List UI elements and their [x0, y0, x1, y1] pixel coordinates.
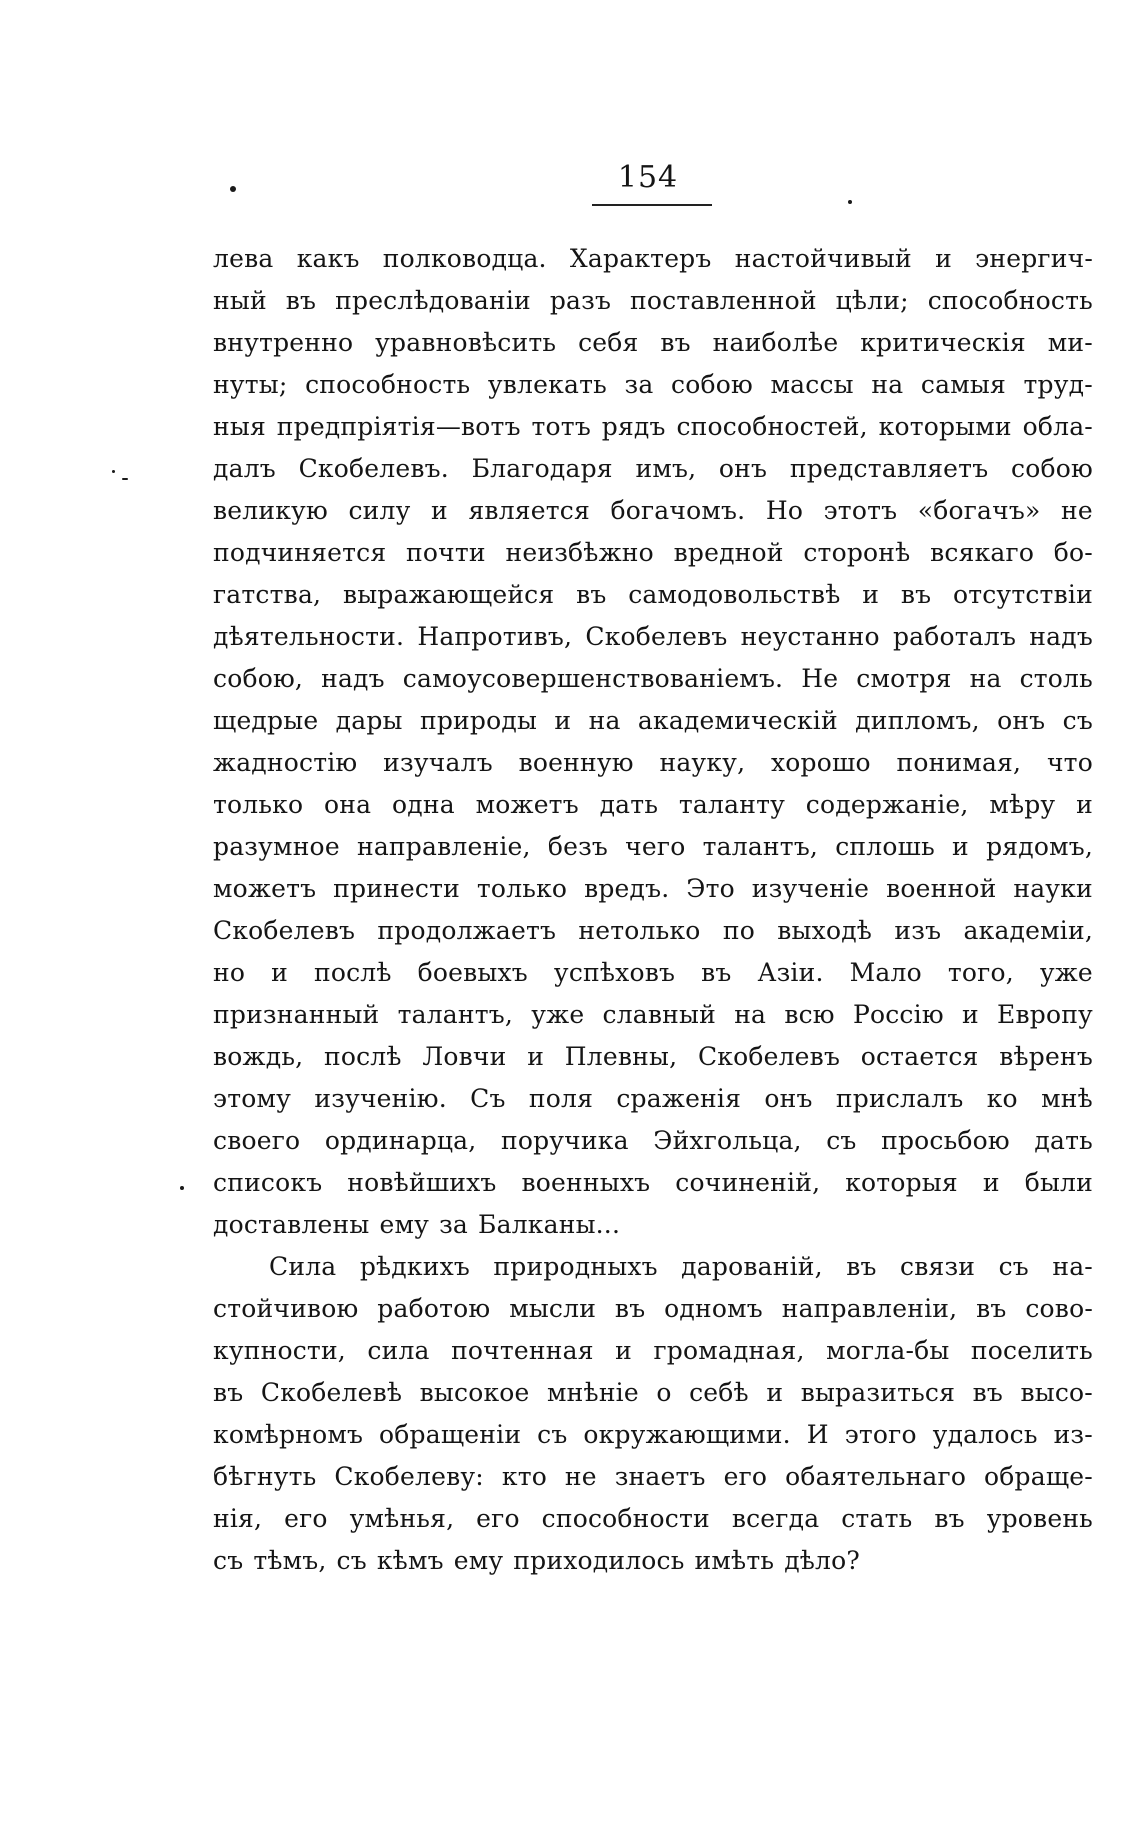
- word: признанный: [213, 1000, 380, 1029]
- word: въ: [614, 1294, 646, 1323]
- word: понимая,: [896, 748, 1022, 777]
- word: рѣдкихъ: [359, 1252, 470, 1281]
- text-line: [213, 952, 1093, 994]
- text-line: [213, 448, 1093, 490]
- word: обращеніи: [379, 1420, 522, 1449]
- word: въ: [976, 1294, 1007, 1323]
- word: разъ: [549, 286, 612, 315]
- ink-speck: [230, 186, 236, 192]
- word: вредъ.: [584, 874, 670, 903]
- word: сторонѣ: [803, 538, 911, 567]
- word: его: [284, 1504, 328, 1533]
- word: можетъ: [475, 790, 579, 819]
- word: рядъ: [601, 412, 666, 441]
- word: вредной: [673, 538, 784, 567]
- word: и: [431, 496, 448, 525]
- word: съ: [537, 1420, 568, 1449]
- word: подчиняется: [213, 538, 387, 567]
- text-line: [213, 1330, 1093, 1372]
- body-text: [213, 238, 1093, 1582]
- text-line: [213, 490, 1093, 532]
- word: и: [935, 244, 952, 273]
- text-line: [213, 532, 1093, 574]
- word: является: [468, 496, 590, 525]
- word: ему: [453, 1546, 504, 1575]
- word: которыя: [845, 1168, 958, 1197]
- word: связи: [900, 1252, 976, 1281]
- word: Характеръ: [569, 244, 712, 273]
- text-line: [213, 616, 1093, 658]
- word: Эйхгольца,: [653, 1126, 802, 1155]
- word: уже: [531, 1000, 585, 1029]
- word: собою: [671, 370, 753, 399]
- word: столь: [1019, 664, 1093, 693]
- word: въ: [213, 1378, 244, 1407]
- text-line: [213, 868, 1093, 910]
- text-line: [213, 1204, 1093, 1246]
- word: въ: [285, 286, 317, 315]
- word: списокъ: [213, 1168, 323, 1197]
- word: сраженія: [616, 1084, 742, 1113]
- word: богачомъ.: [610, 496, 746, 525]
- word: не: [1061, 496, 1093, 525]
- word: имѣть: [694, 1546, 775, 1575]
- word: одна: [392, 790, 455, 819]
- word: способностей,: [676, 412, 868, 441]
- word: онъ: [764, 1084, 813, 1113]
- word: этому: [213, 1084, 292, 1113]
- word: военную: [518, 748, 634, 777]
- word: этого: [844, 1420, 917, 1449]
- word: внутренно: [213, 328, 354, 357]
- word: кѣмъ: [376, 1546, 444, 1575]
- word: кто: [501, 1462, 547, 1491]
- text-line: [213, 784, 1093, 826]
- word: имъ,: [635, 454, 697, 483]
- word: Скобелевъ.: [298, 454, 449, 483]
- word: принести: [333, 874, 461, 903]
- word: поручика: [500, 1126, 629, 1155]
- word: за: [624, 370, 654, 399]
- word: которыми: [878, 412, 1012, 441]
- word: работалъ: [892, 622, 1017, 651]
- text-line: [213, 1414, 1093, 1456]
- word: онъ: [997, 706, 1046, 735]
- word: что: [1046, 748, 1093, 777]
- word: дипломъ,: [855, 706, 980, 735]
- word: силу: [348, 496, 411, 525]
- word: далъ: [213, 454, 276, 483]
- word: изъ: [894, 916, 942, 945]
- word: безъ: [547, 832, 609, 861]
- word: только: [476, 874, 568, 903]
- word: науки: [1013, 874, 1093, 903]
- word: можетъ: [213, 874, 317, 903]
- word: щедрые: [213, 706, 319, 735]
- word: и: [615, 1336, 633, 1365]
- word: самоусовершенствованіемъ.: [402, 664, 784, 693]
- word: смотря: [856, 664, 952, 693]
- word: высо-: [1020, 1378, 1093, 1407]
- word: о: [656, 1378, 672, 1407]
- word: Россію: [852, 1000, 944, 1029]
- word: содержаніе,: [805, 790, 969, 819]
- word: какъ: [296, 244, 360, 273]
- word: надъ: [1029, 622, 1093, 651]
- word: природныхъ: [493, 1252, 658, 1281]
- word: выражающейся: [342, 580, 555, 609]
- text-line: [213, 1120, 1093, 1162]
- word: талантъ,: [702, 832, 819, 861]
- word: поселить: [970, 1336, 1093, 1365]
- word: въ: [934, 1504, 965, 1533]
- text-line: [213, 910, 1093, 952]
- word: цѣли;: [835, 286, 909, 315]
- word: на: [588, 706, 621, 735]
- word: Плевны,: [564, 1042, 678, 1071]
- word: вождь,: [213, 1042, 304, 1071]
- ink-speck: [112, 470, 115, 473]
- word: работою: [377, 1294, 491, 1323]
- word: Азіи.: [757, 958, 824, 987]
- word: мнѣніе: [547, 1378, 639, 1407]
- word: поставленной: [630, 286, 817, 315]
- word: почтенная: [451, 1336, 594, 1365]
- word: себя: [578, 328, 639, 357]
- word: обраще-: [984, 1462, 1093, 1491]
- word: «богачъ»: [917, 496, 1041, 525]
- text-line: [213, 574, 1093, 616]
- word: мысли: [509, 1294, 597, 1323]
- word: славный: [602, 1000, 717, 1029]
- word: за: [439, 1210, 469, 1239]
- text-line: [213, 1246, 1093, 1288]
- word: самодовольствѣ: [628, 580, 841, 609]
- word: дѣятельности.: [213, 622, 405, 651]
- text-line: [213, 1288, 1093, 1330]
- word: изученію.: [314, 1084, 447, 1113]
- word: только: [213, 790, 304, 819]
- word: великую: [213, 496, 328, 525]
- word: способность: [305, 370, 471, 399]
- word: военныхъ: [521, 1168, 651, 1197]
- word: отсутствіи: [952, 580, 1093, 609]
- word: и: [1076, 790, 1093, 819]
- text-line: [213, 1162, 1093, 1204]
- word: всегда: [731, 1504, 820, 1533]
- word: неизбѣжно: [505, 538, 654, 567]
- word: академіи,: [963, 916, 1093, 945]
- word: Сила: [269, 1252, 337, 1281]
- word: сила: [367, 1336, 430, 1365]
- word: выразиться: [800, 1378, 956, 1407]
- word: поля: [528, 1084, 594, 1113]
- word: на: [969, 664, 1002, 693]
- word: Но: [765, 496, 804, 525]
- text-line: [213, 280, 1093, 322]
- word: съ: [336, 1546, 367, 1575]
- word: Скобелеву:: [334, 1462, 484, 1491]
- word: И: [806, 1420, 829, 1449]
- word: въ: [701, 958, 732, 987]
- word: чего: [625, 832, 686, 861]
- text-line: [213, 826, 1093, 868]
- word: мнѣ: [1041, 1084, 1093, 1113]
- word: Скобелевъ: [213, 916, 356, 945]
- word: ему: [379, 1210, 430, 1239]
- word: рядомъ,: [986, 832, 1093, 861]
- word: наиболѣе: [712, 328, 839, 357]
- text-line: [213, 700, 1093, 742]
- word: новѣйшихъ: [347, 1168, 497, 1197]
- word: удалось: [932, 1420, 1038, 1449]
- word: своего: [213, 1126, 301, 1155]
- word: Не: [801, 664, 839, 693]
- word: ныя: [213, 412, 266, 441]
- word: высокое: [419, 1378, 530, 1407]
- word: направленіе,: [356, 832, 531, 861]
- word: въ: [660, 328, 691, 357]
- word: окружающими.: [583, 1420, 791, 1449]
- word: самыя: [920, 370, 1006, 399]
- word: критическія: [860, 328, 1026, 357]
- word: таланту: [678, 790, 786, 819]
- word: на: [871, 370, 904, 399]
- word: и: [961, 1000, 979, 1029]
- word: хорошо: [771, 748, 871, 777]
- word: громадная,: [653, 1336, 805, 1365]
- word: нія,: [213, 1504, 263, 1533]
- word: собою: [1011, 454, 1093, 483]
- word: въ: [972, 1378, 1003, 1407]
- word: сплошь: [835, 832, 935, 861]
- word: Скобелевѣ: [260, 1378, 403, 1407]
- word: въ: [846, 1252, 877, 1281]
- word: бо-: [1053, 538, 1093, 567]
- word: дать: [1034, 1126, 1093, 1155]
- word: ми-: [1047, 328, 1093, 357]
- word: продолжаетъ: [377, 916, 557, 945]
- word: направленіи,: [781, 1294, 958, 1323]
- word: по: [722, 916, 755, 945]
- page-number: 154: [617, 160, 679, 195]
- word: энергич-: [975, 244, 1093, 273]
- word: и: [952, 832, 969, 861]
- word: академическій: [637, 706, 838, 735]
- word: и: [862, 580, 880, 609]
- word: разумное: [213, 832, 340, 861]
- ink-speck: [180, 1186, 184, 1190]
- word: купности,: [213, 1336, 346, 1365]
- word: съ: [998, 1252, 1029, 1281]
- word: въ: [576, 580, 607, 609]
- word: ординарца,: [324, 1126, 477, 1155]
- text-line: [213, 238, 1093, 280]
- word: выходѣ: [777, 916, 873, 945]
- word: тѣмъ,: [253, 1546, 327, 1575]
- word: могла-бы: [826, 1336, 950, 1365]
- word: доставлены: [213, 1210, 370, 1239]
- text-line: [213, 1372, 1093, 1414]
- word: уравновѣсить: [375, 328, 557, 357]
- text-line: [213, 658, 1093, 700]
- header-rule: [592, 204, 712, 206]
- word: военной: [886, 874, 997, 903]
- word: неустанно: [740, 622, 880, 651]
- word: дѣло?: [784, 1546, 860, 1575]
- word: Благодаря: [471, 454, 613, 483]
- word: ко: [986, 1084, 1018, 1113]
- word: но: [213, 958, 246, 987]
- word: науку,: [659, 748, 746, 777]
- word: нетолько: [578, 916, 701, 945]
- word: дары: [335, 706, 403, 735]
- word: Балканы...: [478, 1210, 621, 1239]
- word: Напротивъ,: [417, 622, 573, 651]
- word: массы: [770, 370, 854, 399]
- word: комѣрномъ: [213, 1420, 364, 1449]
- word: приходилось: [513, 1546, 685, 1575]
- word: природы: [419, 706, 538, 735]
- word: въ: [900, 580, 932, 609]
- word: Скобелевъ: [697, 1042, 841, 1071]
- word: представляетъ: [789, 454, 989, 483]
- word: сово-: [1025, 1294, 1093, 1323]
- word: она: [324, 790, 372, 819]
- word: мѣру: [989, 790, 1056, 819]
- word: изученіе: [751, 874, 870, 903]
- word: сочиненій,: [675, 1168, 821, 1197]
- word: труд-: [1023, 370, 1093, 399]
- word: обла-: [1022, 412, 1093, 441]
- word: онъ: [718, 454, 768, 483]
- word: стать: [841, 1504, 913, 1533]
- word: уровень: [986, 1504, 1093, 1533]
- word: успѣховъ: [553, 958, 676, 987]
- word: дарованій,: [681, 1252, 823, 1281]
- word: остается: [860, 1042, 979, 1071]
- word: тотъ: [531, 412, 591, 441]
- word: собою,: [213, 664, 304, 693]
- word: этотъ: [823, 496, 898, 525]
- word: почти: [406, 538, 486, 567]
- word: его: [723, 1462, 768, 1491]
- word: на: [734, 1000, 767, 1029]
- word: дать: [599, 790, 659, 819]
- ink-speck: [848, 200, 852, 204]
- word: одномъ: [664, 1294, 763, 1323]
- word: надъ: [321, 664, 385, 693]
- word: из-: [1053, 1420, 1093, 1449]
- word: съ: [1062, 706, 1093, 735]
- word: Мало: [849, 958, 922, 987]
- word: вѣренъ: [999, 1042, 1093, 1071]
- word: лева: [213, 244, 274, 273]
- word: гатства,: [213, 580, 322, 609]
- word: были: [1024, 1168, 1093, 1197]
- word: всякаго: [930, 538, 1035, 567]
- text-line: [213, 742, 1093, 784]
- word: просьбою: [881, 1126, 1010, 1155]
- word: уже: [1039, 958, 1093, 987]
- word: Скобелевъ: [585, 622, 728, 651]
- text-line: [213, 1456, 1093, 1498]
- word: того,: [947, 958, 1014, 987]
- word: предпріятія—вотъ: [276, 412, 521, 441]
- word: талантъ,: [397, 1000, 514, 1029]
- word: бѣгнуть: [213, 1462, 317, 1491]
- word: съ: [213, 1546, 244, 1575]
- text-line: [213, 1036, 1093, 1078]
- word: ный: [213, 286, 267, 315]
- word: и: [527, 1042, 545, 1071]
- text-line: [213, 1498, 1093, 1540]
- word: Съ: [470, 1084, 506, 1113]
- word: настойчивый: [734, 244, 912, 273]
- word: прислалъ: [835, 1084, 964, 1113]
- word: знаетъ: [614, 1462, 706, 1491]
- word: способность: [927, 286, 1093, 315]
- word: способности: [541, 1504, 710, 1533]
- ink-speck: [122, 478, 128, 480]
- word: стойчивою: [213, 1294, 359, 1323]
- word: и: [554, 706, 572, 735]
- word: и: [271, 958, 288, 987]
- word: и: [766, 1378, 784, 1407]
- word: не: [564, 1462, 597, 1491]
- word: жадностію: [213, 748, 358, 777]
- word: всю: [784, 1000, 835, 1029]
- word: послѣ: [323, 1042, 402, 1071]
- text-line: [213, 1540, 1093, 1582]
- word: увлекать: [487, 370, 607, 399]
- text-line: [213, 994, 1093, 1036]
- word: себѣ: [689, 1378, 749, 1407]
- word: на-: [1052, 1252, 1093, 1281]
- word: его: [476, 1504, 520, 1533]
- word: Европу: [997, 1000, 1093, 1029]
- text-line: [213, 1078, 1093, 1120]
- word: Это: [686, 874, 735, 903]
- text-line: [213, 322, 1093, 364]
- word: Ловчи: [422, 1042, 507, 1071]
- text-line: [213, 406, 1093, 448]
- word: полководца.: [382, 244, 547, 273]
- word: послѣ: [313, 958, 392, 987]
- word: преслѣдованіи: [335, 286, 531, 315]
- word: и: [982, 1168, 1000, 1197]
- word: умѣнья,: [349, 1504, 455, 1533]
- word: изучалъ: [383, 748, 493, 777]
- word: боевыхъ: [417, 958, 528, 987]
- word: нуты;: [213, 370, 288, 399]
- word: съ: [826, 1126, 857, 1155]
- word: обаятельнаго: [785, 1462, 967, 1491]
- text-line: [213, 364, 1093, 406]
